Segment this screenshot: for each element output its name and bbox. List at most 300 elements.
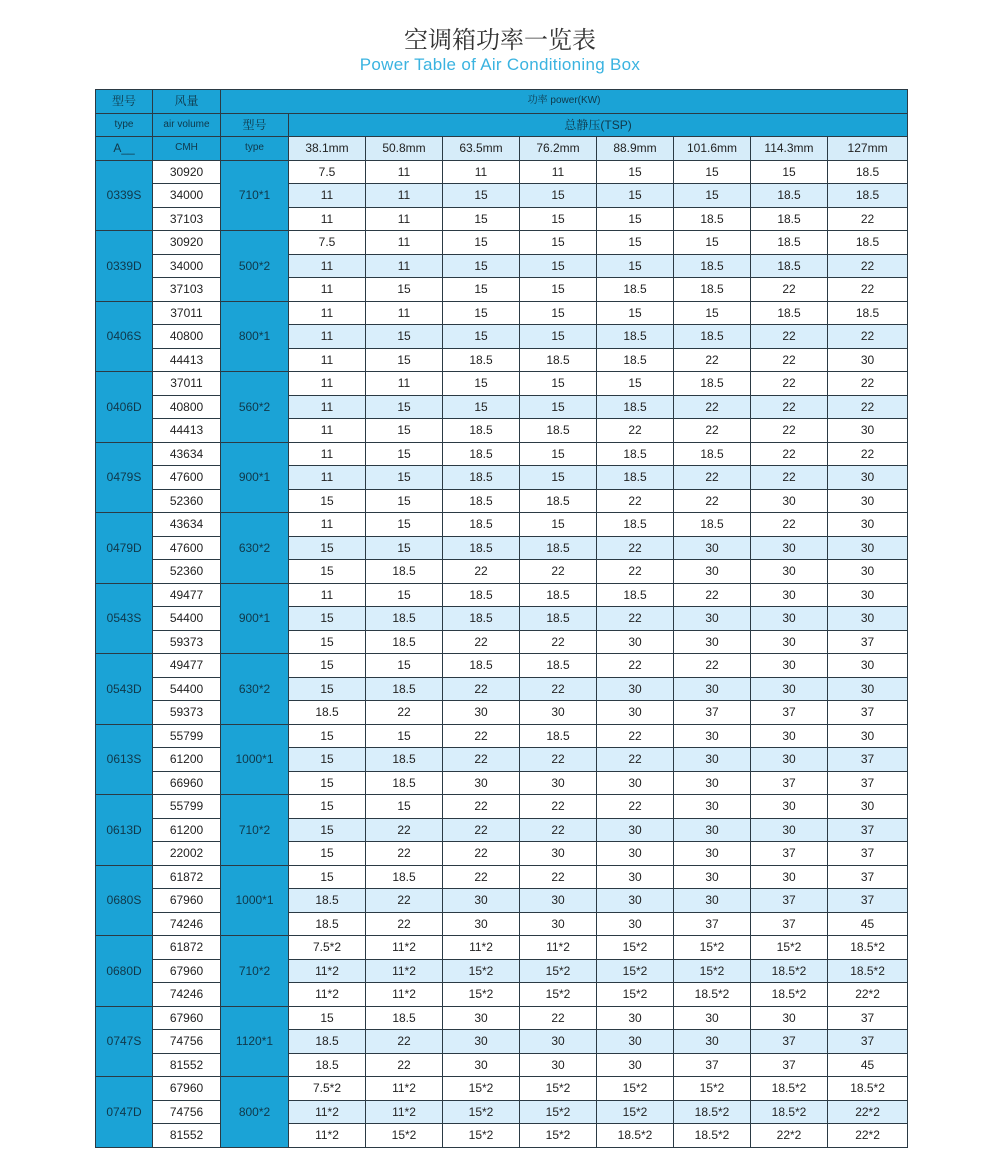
power-value-cell: 22 — [828, 325, 908, 349]
power-value-cell: 11 — [289, 583, 366, 607]
power-value-cell: 18.5 — [289, 701, 366, 725]
power-value-cell: 15*2 — [597, 936, 674, 960]
power-value-cell: 22*2 — [828, 983, 908, 1007]
power-value-cell: 15*2 — [443, 959, 520, 983]
pressure-header: 76.2mm — [520, 137, 597, 161]
power-value-cell: 30 — [597, 865, 674, 889]
power-value-cell: 22 — [597, 795, 674, 819]
air-volume-cell: 55799 — [153, 795, 221, 819]
power-value-cell: 45 — [828, 1053, 908, 1077]
power-value-cell: 18.5 — [443, 654, 520, 678]
power-value-cell: 18.5*2 — [751, 1077, 828, 1101]
power-value-cell: 15 — [289, 677, 366, 701]
power-value-cell: 15 — [366, 325, 443, 349]
power-value-cell: 22 — [828, 442, 908, 466]
power-value-cell: 11*2 — [289, 1100, 366, 1124]
power-value-cell: 30 — [597, 771, 674, 795]
power-value-cell: 30 — [751, 748, 828, 772]
table-row — [96, 889, 908, 913]
power-value-cell: 18.5 — [366, 1006, 443, 1030]
power-value-cell: 30 — [828, 724, 908, 748]
power-value-cell: 18.5 — [443, 442, 520, 466]
model-cell: 0406S — [96, 301, 153, 372]
power-value-cell: 22 — [443, 842, 520, 866]
power-value-cell: 30 — [520, 889, 597, 913]
power-value-cell: 22 — [751, 419, 828, 443]
power-value-cell: 30 — [751, 1006, 828, 1030]
power-value-cell: 11 — [366, 231, 443, 255]
power-value-cell: 18.5 — [443, 348, 520, 372]
power-value-cell: 18.5*2 — [751, 983, 828, 1007]
power-value-cell: 37 — [828, 771, 908, 795]
fan-type-cell: 800*2 — [221, 1077, 289, 1148]
power-value-cell: 30 — [597, 818, 674, 842]
power-value-cell: 11 — [289, 254, 366, 278]
pressure-header: 88.9mm — [597, 137, 674, 161]
power-value-cell: 15 — [289, 560, 366, 584]
power-value-cell: 18.5 — [597, 466, 674, 490]
air-volume-cell: 47600 — [153, 536, 221, 560]
model-cell: 0339D — [96, 231, 153, 302]
power-value-cell: 15*2 — [597, 1077, 674, 1101]
power-value-cell: 15 — [366, 654, 443, 678]
power-value-cell: 15 — [674, 160, 751, 184]
power-value-cell: 30 — [674, 607, 751, 631]
power-value-cell: 22 — [674, 348, 751, 372]
power-value-cell: 37 — [674, 912, 751, 936]
power-value-cell: 30 — [751, 795, 828, 819]
power-value-cell: 11*2 — [366, 936, 443, 960]
power-value-cell: 15 — [443, 231, 520, 255]
table-row — [96, 184, 908, 208]
air-volume-cell: 37103 — [153, 278, 221, 302]
table-row — [96, 1053, 908, 1077]
power-value-cell: 18.5 — [520, 419, 597, 443]
power-value-cell: 22 — [597, 536, 674, 560]
air-volume-cell: 61200 — [153, 748, 221, 772]
model-cell: 0479S — [96, 442, 153, 513]
power-value-cell: 15 — [443, 254, 520, 278]
table-row — [96, 701, 908, 725]
power-value-cell: 18.5 — [443, 489, 520, 513]
air-volume-cell: 44413 — [153, 419, 221, 443]
fan-type-cell: 900*1 — [221, 442, 289, 513]
power-value-cell: 15 — [366, 795, 443, 819]
power-value-cell: 22 — [597, 654, 674, 678]
power-value-cell: 11 — [366, 160, 443, 184]
power-value-cell: 15 — [443, 278, 520, 302]
table-row — [96, 818, 908, 842]
model-cell: 0747S — [96, 1006, 153, 1077]
fan-type-cell: 500*2 — [221, 231, 289, 302]
power-value-cell: 30 — [828, 583, 908, 607]
power-value-cell: 11*2 — [289, 1124, 366, 1148]
power-value-cell: 18.5*2 — [674, 1100, 751, 1124]
power-value-cell: 18.5 — [828, 160, 908, 184]
power-value-cell: 18.5 — [366, 748, 443, 772]
power-value-cell: 15 — [289, 842, 366, 866]
airvol-header-unit: CMH — [153, 137, 221, 161]
table-row — [96, 301, 908, 325]
power-value-cell: 15 — [443, 184, 520, 208]
air-volume-cell: 34000 — [153, 184, 221, 208]
power-value-cell: 22 — [366, 818, 443, 842]
power-value-cell: 11 — [289, 207, 366, 231]
power-value-cell: 22 — [674, 395, 751, 419]
power-value-cell: 18.5 — [289, 912, 366, 936]
power-value-cell: 22 — [443, 724, 520, 748]
power-value-cell: 11 — [520, 160, 597, 184]
power-value-cell: 22 — [751, 466, 828, 490]
power-value-cell: 30 — [828, 348, 908, 372]
power-value-cell: 22 — [366, 912, 443, 936]
power-header: 功率 power(KW) — [221, 90, 908, 114]
power-value-cell: 22*2 — [828, 1100, 908, 1124]
power-value-cell: 22 — [674, 654, 751, 678]
power-value-cell: 15 — [520, 442, 597, 466]
power-value-cell: 15 — [674, 184, 751, 208]
table-row — [96, 442, 908, 466]
power-value-cell: 22 — [443, 630, 520, 654]
power-value-cell: 18.5 — [674, 513, 751, 537]
fan-type-cell: 1000*1 — [221, 865, 289, 936]
table-row — [96, 654, 908, 678]
power-value-cell: 22 — [751, 278, 828, 302]
table-row — [96, 771, 908, 795]
power-value-cell: 37 — [828, 842, 908, 866]
power-value-cell: 18.5 — [366, 865, 443, 889]
power-value-cell: 30 — [674, 677, 751, 701]
power-value-cell: 15 — [289, 654, 366, 678]
power-value-cell: 18.5 — [674, 325, 751, 349]
power-value-cell: 15*2 — [520, 1100, 597, 1124]
power-value-cell: 22 — [751, 395, 828, 419]
power-value-cell: 30 — [597, 842, 674, 866]
power-value-cell: 15*2 — [597, 983, 674, 1007]
fan-type-cell: 900*1 — [221, 583, 289, 654]
power-value-cell: 15 — [520, 325, 597, 349]
model-header-en: type — [96, 113, 153, 137]
power-value-cell: 22 — [520, 865, 597, 889]
power-value-cell: 15 — [366, 466, 443, 490]
power-value-cell: 18.5*2 — [674, 1124, 751, 1148]
power-value-cell: 30 — [443, 912, 520, 936]
power-value-cell: 22 — [828, 207, 908, 231]
power-value-cell: 18.5 — [289, 1053, 366, 1077]
power-value-cell: 18.5 — [289, 889, 366, 913]
pressure-header: 127mm — [828, 137, 908, 161]
power-value-cell: 18.5 — [597, 513, 674, 537]
power-value-cell: 11 — [289, 301, 366, 325]
power-value-cell: 30 — [674, 560, 751, 584]
power-value-cell: 15 — [289, 1006, 366, 1030]
power-value-cell: 22 — [366, 889, 443, 913]
table-row — [96, 207, 908, 231]
power-value-cell: 7.5 — [289, 160, 366, 184]
power-value-cell: 22 — [828, 395, 908, 419]
power-value-cell: 30 — [751, 724, 828, 748]
power-value-cell: 30 — [828, 536, 908, 560]
power-value-cell: 15 — [289, 536, 366, 560]
power-value-cell: 22 — [674, 466, 751, 490]
fan-type-cell: 1000*1 — [221, 724, 289, 795]
power-value-cell: 15 — [289, 630, 366, 654]
power-value-cell: 18.5 — [597, 325, 674, 349]
fan-type-cell: 1120*1 — [221, 1006, 289, 1077]
power-value-cell: 22 — [751, 442, 828, 466]
air-volume-cell: 81552 — [153, 1053, 221, 1077]
air-volume-cell: 52360 — [153, 489, 221, 513]
power-value-cell: 30 — [443, 1030, 520, 1054]
table-row — [96, 583, 908, 607]
air-volume-cell: 49477 — [153, 583, 221, 607]
power-value-cell: 15 — [366, 278, 443, 302]
power-value-cell: 15*2 — [443, 1100, 520, 1124]
power-value-cell: 22 — [674, 583, 751, 607]
power-value-cell: 18.5 — [366, 677, 443, 701]
power-value-cell: 18.5*2 — [751, 959, 828, 983]
power-value-cell: 30 — [828, 677, 908, 701]
power-value-cell: 15 — [520, 231, 597, 255]
power-value-cell: 18.5 — [366, 607, 443, 631]
power-value-cell: 22 — [520, 795, 597, 819]
power-value-cell: 18.5 — [520, 348, 597, 372]
power-value-cell: 30 — [597, 1006, 674, 1030]
power-value-cell: 30 — [751, 583, 828, 607]
power-value-cell: 37 — [751, 1053, 828, 1077]
power-value-cell: 30 — [828, 419, 908, 443]
power-value-cell: 30 — [674, 748, 751, 772]
power-value-cell: 11 — [366, 301, 443, 325]
model-header-suffix: A__ — [96, 137, 153, 161]
power-value-cell: 15 — [520, 372, 597, 396]
pressure-header: 101.6mm — [674, 137, 751, 161]
power-value-cell: 15 — [289, 607, 366, 631]
air-volume-cell: 67960 — [153, 1006, 221, 1030]
power-value-cell: 11 — [366, 254, 443, 278]
power-value-cell: 18.5 — [443, 583, 520, 607]
power-value-cell: 22 — [366, 701, 443, 725]
air-volume-cell: 37011 — [153, 372, 221, 396]
fan-type-cell: 630*2 — [221, 654, 289, 725]
model-cell: 0613S — [96, 724, 153, 795]
table-row — [96, 1006, 908, 1030]
power-value-cell: 22 — [751, 372, 828, 396]
power-value-cell: 15*2 — [597, 1100, 674, 1124]
power-value-cell: 18.5 — [674, 207, 751, 231]
power-value-cell: 11*2 — [289, 959, 366, 983]
air-volume-cell: 61200 — [153, 818, 221, 842]
air-volume-cell: 61872 — [153, 936, 221, 960]
fan-type-cell: 710*2 — [221, 795, 289, 866]
page-title: 空调箱功率一览表 — [404, 26, 596, 54]
table-row — [96, 372, 908, 396]
power-value-cell: 15*2 — [597, 959, 674, 983]
power-value-cell: 30 — [443, 771, 520, 795]
air-volume-cell: 40800 — [153, 395, 221, 419]
power-value-cell: 15 — [366, 348, 443, 372]
power-value-cell: 15 — [366, 442, 443, 466]
power-value-cell: 30 — [674, 1006, 751, 1030]
power-value-cell: 15 — [597, 207, 674, 231]
air-volume-cell: 43634 — [153, 513, 221, 537]
pressure-header: 38.1mm — [289, 137, 366, 161]
power-value-cell: 37 — [828, 889, 908, 913]
power-value-cell: 15*2 — [366, 1124, 443, 1148]
table-row — [96, 513, 908, 537]
power-value-cell: 11 — [289, 325, 366, 349]
power-value-cell: 11 — [366, 207, 443, 231]
power-value-cell: 30 — [828, 560, 908, 584]
power-value-cell: 37 — [828, 1006, 908, 1030]
power-value-cell: 22 — [597, 748, 674, 772]
power-value-cell: 22 — [443, 560, 520, 584]
power-value-cell: 11*2 — [520, 936, 597, 960]
power-value-cell: 37 — [751, 842, 828, 866]
table-row — [96, 536, 908, 560]
table-row — [96, 1077, 908, 1101]
power-value-cell: 22 — [828, 254, 908, 278]
power-value-cell: 22 — [520, 630, 597, 654]
air-volume-cell: 67960 — [153, 1077, 221, 1101]
air-volume-cell: 49477 — [153, 654, 221, 678]
power-value-cell: 30 — [751, 560, 828, 584]
power-value-cell: 30 — [828, 607, 908, 631]
power-value-cell: 15 — [366, 536, 443, 560]
power-value-cell: 30 — [828, 513, 908, 537]
power-value-cell: 18.5 — [366, 560, 443, 584]
table-row — [96, 795, 908, 819]
power-value-cell: 30 — [751, 865, 828, 889]
power-value-cell: 15*2 — [674, 936, 751, 960]
power-value-cell: 22 — [751, 348, 828, 372]
power-value-cell: 18.5 — [520, 583, 597, 607]
power-value-cell: 18.5 — [828, 184, 908, 208]
air-volume-cell: 67960 — [153, 889, 221, 913]
power-value-cell: 30 — [751, 654, 828, 678]
power-value-cell: 18.5*2 — [674, 983, 751, 1007]
power-value-cell: 30 — [674, 842, 751, 866]
table-row — [96, 865, 908, 889]
model-cell: 0613D — [96, 795, 153, 866]
power-value-cell: 15 — [289, 771, 366, 795]
power-value-cell: 18.5 — [366, 630, 443, 654]
power-value-cell: 30 — [674, 818, 751, 842]
table-row — [96, 983, 908, 1007]
power-value-cell: 15 — [366, 419, 443, 443]
power-value-cell: 15 — [674, 301, 751, 325]
air-volume-cell: 22002 — [153, 842, 221, 866]
power-value-cell: 18.5 — [597, 348, 674, 372]
power-value-cell: 30 — [443, 1053, 520, 1077]
power-value-cell: 15 — [520, 184, 597, 208]
power-value-cell: 30 — [443, 889, 520, 913]
power-value-cell: 15 — [443, 325, 520, 349]
power-value-cell: 22 — [674, 419, 751, 443]
power-value-cell: 18.5 — [520, 607, 597, 631]
power-value-cell: 18.5 — [520, 536, 597, 560]
power-value-cell: 30 — [443, 1006, 520, 1030]
power-value-cell: 22 — [597, 607, 674, 631]
power-value-cell: 15 — [366, 724, 443, 748]
air-volume-cell: 47600 — [153, 466, 221, 490]
air-volume-cell: 52360 — [153, 560, 221, 584]
power-value-cell: 37 — [674, 701, 751, 725]
air-volume-cell: 34000 — [153, 254, 221, 278]
power-value-cell: 18.5 — [597, 395, 674, 419]
power-value-cell: 15 — [443, 207, 520, 231]
table-row — [96, 419, 908, 443]
power-value-cell: 37 — [828, 818, 908, 842]
power-value-cell: 15*2 — [520, 1077, 597, 1101]
power-value-cell: 11 — [289, 348, 366, 372]
power-value-cell: 18.5 — [751, 301, 828, 325]
power-value-cell: 18.5 — [597, 583, 674, 607]
power-value-cell: 22 — [828, 372, 908, 396]
power-value-cell: 30 — [828, 489, 908, 513]
power-value-cell: 18.5 — [828, 301, 908, 325]
model-cell: 0339S — [96, 160, 153, 231]
power-value-cell: 15*2 — [674, 959, 751, 983]
power-value-cell: 11*2 — [443, 936, 520, 960]
power-value-cell: 15 — [289, 818, 366, 842]
power-value-cell: 22 — [597, 489, 674, 513]
power-value-cell: 18.5 — [674, 372, 751, 396]
table-row — [96, 748, 908, 772]
table-row — [96, 912, 908, 936]
air-volume-cell: 37103 — [153, 207, 221, 231]
power-value-cell: 30 — [597, 630, 674, 654]
power-value-cell: 30 — [520, 1030, 597, 1054]
table-row — [96, 630, 908, 654]
air-volume-cell: 74756 — [153, 1030, 221, 1054]
power-value-cell: 18.5 — [366, 771, 443, 795]
table-row — [96, 466, 908, 490]
power-value-cell: 18.5 — [520, 654, 597, 678]
power-value-cell: 37 — [828, 1030, 908, 1054]
power-value-cell: 18.5 — [674, 254, 751, 278]
table-row — [96, 959, 908, 983]
power-value-cell: 45 — [828, 912, 908, 936]
power-value-cell: 15 — [289, 865, 366, 889]
power-value-cell: 7.5 — [289, 231, 366, 255]
power-value-cell: 30 — [674, 795, 751, 819]
power-value-cell: 30 — [443, 701, 520, 725]
air-volume-cell: 30920 — [153, 160, 221, 184]
power-value-cell: 15*2 — [443, 1124, 520, 1148]
power-value-cell: 30 — [674, 889, 751, 913]
model-cell: 0543S — [96, 583, 153, 654]
power-value-cell: 15 — [751, 160, 828, 184]
power-value-cell: 18.5 — [520, 489, 597, 513]
power-value-cell: 18.5 — [443, 419, 520, 443]
pressure-header: 50.8mm — [366, 137, 443, 161]
power-value-cell: 30 — [751, 536, 828, 560]
power-value-cell: 22*2 — [828, 1124, 908, 1148]
power-value-cell: 37 — [828, 630, 908, 654]
power-value-cell: 37 — [828, 865, 908, 889]
model-header-zh: 型号 — [96, 90, 153, 114]
power-value-cell: 37 — [751, 771, 828, 795]
power-value-cell: 15*2 — [443, 983, 520, 1007]
power-value-cell: 7.5*2 — [289, 1077, 366, 1101]
power-value-cell: 11 — [289, 395, 366, 419]
power-value-cell: 22 — [520, 560, 597, 584]
model-cell: 0680D — [96, 936, 153, 1007]
power-value-cell: 30 — [597, 677, 674, 701]
power-value-cell: 30 — [597, 912, 674, 936]
power-value-cell: 15 — [520, 301, 597, 325]
